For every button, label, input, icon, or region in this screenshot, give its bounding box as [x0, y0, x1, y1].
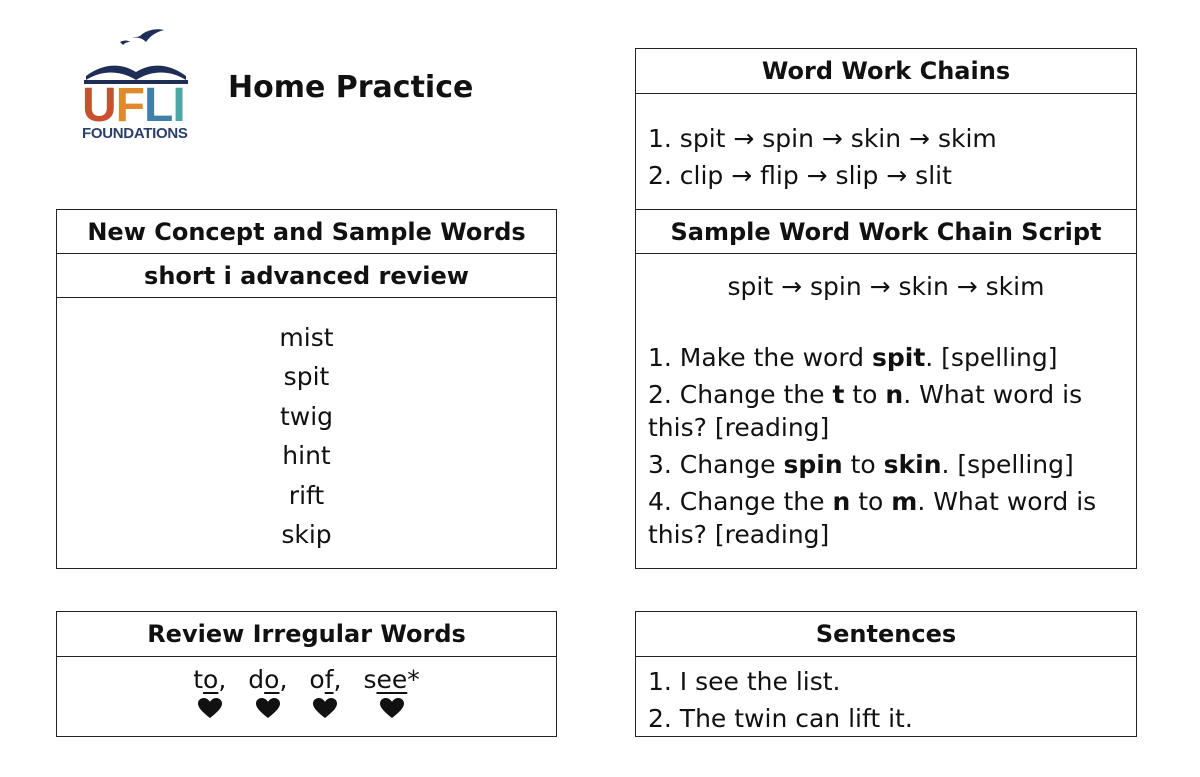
page-title: Home Practice	[228, 70, 474, 105]
script-step-bold: spit	[871, 343, 926, 372]
heart-icon	[197, 697, 223, 719]
sample-word: twig	[279, 401, 334, 431]
script-step-bold: n	[832, 487, 851, 516]
script-step-text: 4. Change the	[648, 487, 833, 516]
script-step-text: to	[850, 487, 892, 516]
irregular-words-header: Review Irregular Words	[57, 612, 556, 657]
irregular-part: *	[407, 665, 420, 694]
word-work-chains-header: Word Work Chains	[636, 49, 1136, 94]
script-step-text: . What word is this? [reading]	[648, 380, 1083, 442]
heart-icon	[379, 697, 405, 719]
script-step-text: to	[842, 450, 884, 479]
irregular-part: ,	[218, 665, 227, 694]
sample-word: skip	[281, 520, 332, 550]
script-step-text: . [spelling]	[941, 450, 1074, 479]
irregular-part: ,	[333, 665, 342, 694]
irregular-part: ,	[279, 665, 288, 694]
sentence-list	[636, 657, 1136, 737]
irregular-part-underlined: ee	[376, 665, 408, 694]
script-step	[648, 485, 1122, 551]
sample-words-list	[57, 298, 556, 554]
irregular-word-text	[248, 665, 287, 695]
logo-subtitle: FOUNDATIONS	[82, 125, 188, 142]
irregular-words-box	[56, 611, 557, 737]
word-work-chains-box	[635, 48, 1137, 210]
sentence-item: 2. The twin can lift it.	[648, 704, 913, 733]
sentence-item: 1. I see the list.	[648, 667, 841, 696]
sample-word: spit	[283, 362, 330, 392]
sample-word: mist	[279, 323, 334, 352]
irregular-part: s	[363, 665, 377, 694]
script-step-bold: n	[885, 380, 904, 409]
irregular-part-underlined: f	[324, 665, 334, 694]
script-step-text: 1. Make the word	[648, 343, 872, 372]
logo-letter-i: I	[172, 79, 185, 132]
sentences-box	[635, 611, 1137, 737]
chains-list	[636, 94, 1136, 194]
irregular-part: t	[193, 665, 204, 694]
new-concept-box	[56, 209, 557, 569]
irregular-word	[248, 665, 287, 719]
heart-icon	[255, 697, 281, 719]
irregular-part: o	[309, 665, 325, 694]
script-step-text: to	[844, 380, 886, 409]
irregular-word-text	[363, 665, 419, 695]
script-step-text: 3. Change	[648, 450, 784, 479]
heart-icon	[312, 697, 338, 719]
script-step-bold: spin	[783, 450, 843, 479]
script-chain: spit → spin → skin → skim	[727, 272, 1045, 301]
logo-letter-l: L	[144, 79, 173, 132]
sample-script-box	[635, 209, 1137, 569]
logo-letter-f: F	[115, 79, 144, 132]
irregular-part-underlined: o	[203, 665, 219, 694]
script-step	[648, 341, 1122, 374]
script-step	[648, 448, 1122, 481]
script-step	[648, 378, 1122, 444]
irregular-part-underlined: o	[264, 665, 280, 694]
script-step-bold: m	[891, 487, 918, 516]
sentences-header: Sentences	[636, 612, 1136, 657]
sample-script-header: Sample Word Work Chain Script	[636, 210, 1136, 254]
irregular-word	[363, 665, 419, 719]
chain-item: 2. clip → flip → slip → slit	[648, 161, 952, 190]
sample-word: rift	[288, 480, 325, 510]
new-concept-header: New Concept and Sample Words	[57, 210, 556, 254]
irregular-word	[309, 665, 341, 719]
irregular-word-text	[193, 665, 226, 695]
logo-letter-u: U	[82, 79, 116, 132]
chain-item: 1. spit → spin → skin → skim	[648, 124, 997, 153]
script-step-bold: t	[832, 380, 845, 409]
script-steps-list	[636, 301, 1136, 551]
script-step-text: . What word is this? [reading]	[648, 487, 1097, 549]
concept-subheader: short i advanced review	[57, 254, 556, 298]
script-step-bold: skin	[883, 450, 942, 479]
irregular-part: d	[248, 665, 265, 694]
irregular-word	[193, 665, 226, 719]
sample-word: hint	[282, 441, 331, 471]
ufli-foundations-logo	[80, 28, 192, 148]
script-step-text: . [spelling]	[925, 343, 1058, 372]
script-step-text: 2. Change the	[648, 380, 833, 409]
irregular-word-text	[309, 665, 341, 695]
irregular-words-list	[57, 657, 556, 719]
